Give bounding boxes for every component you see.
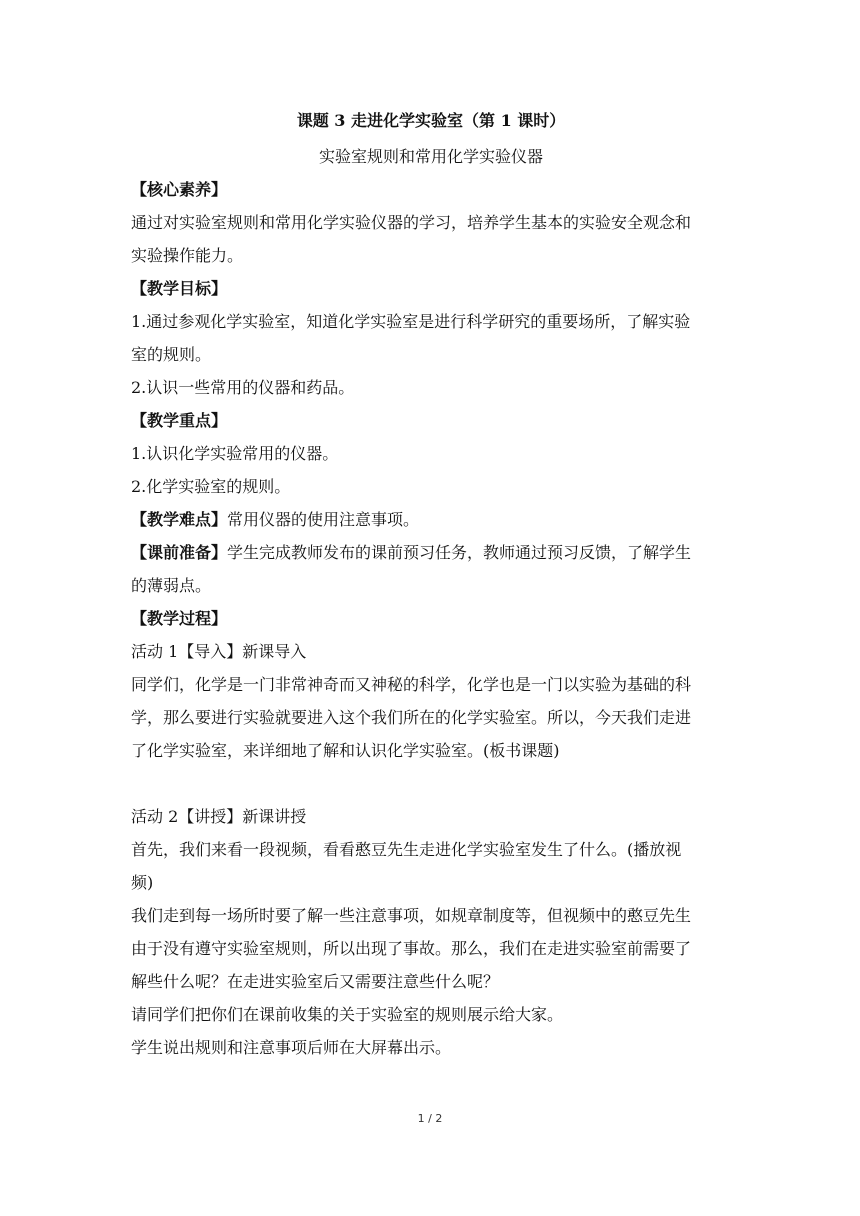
activity1-title: 活动 1【导入】新课导入 xyxy=(131,642,307,661)
key-point-line: 2.化学实验室的规则。 xyxy=(131,477,291,496)
activity2-line: 学生说出规则和注意事项后师在大屏幕出示。 xyxy=(131,1038,452,1057)
activity2-line: 首先，我们来看一段视频，看看憨豆先生走进化学实验室发生了什么。(播放视 xyxy=(131,840,682,859)
lesson-title: 课题 3 走进化学实验室（第 1 课时） xyxy=(296,111,566,130)
activity2-line: 我们走到每一场所时要了解一些注意事项，如规章制度等，但视频中的憨豆先生 xyxy=(131,906,692,925)
core-literacy-heading: 【核心素养】 xyxy=(131,180,228,199)
preparation-label: 【课前准备】 xyxy=(131,543,228,562)
document-body xyxy=(131,106,731,1064)
core-literacy-line: 通过对实验室规则和常用化学实验仪器的学习，培养学生基本的实验安全观念和 xyxy=(131,213,692,232)
activity2-line: 解些什么呢？在走进实验室后又需要注意些什么呢？ xyxy=(131,972,500,991)
lesson-subtitle: 实验室规则和常用化学实验仪器 xyxy=(318,147,543,166)
preparation-text: 学生完成教师发布的课前预习任务，教师通过预习反馈，了解学生 xyxy=(227,543,692,562)
teaching-process-heading: 【教学过程】 xyxy=(131,609,228,628)
teaching-goal-line: 2.认识一些常用的仪器和药品。 xyxy=(131,378,355,397)
activity1-line: 同学们，化学是一门非常神奇而又神秘的科学，化学也是一门以实验为基础的科 xyxy=(131,675,692,694)
activity2-line: 频) xyxy=(131,873,154,892)
activity1-line: 了化学实验室，来详细地了解和认识化学实验室。(板书课题) xyxy=(131,741,560,760)
activity2-line: 由于没有遵守实验室规则，所以出现了事故。那么，我们在走进实验室前需要了 xyxy=(131,939,692,958)
key-point-line: 1.认识化学实验常用的仪器。 xyxy=(131,444,339,463)
activity1-line: 学，那么要进行实验就要进入这个我们所在的化学实验室。所以，今天我们走进 xyxy=(131,708,692,727)
teaching-goals-heading: 【教学目标】 xyxy=(131,279,228,298)
difficulty-label: 【教学难点】 xyxy=(131,510,228,529)
blank-line xyxy=(131,767,731,800)
activity2-title: 活动 2【讲授】新课讲授 xyxy=(131,807,307,826)
preparation-text-cont: 的薄弱点。 xyxy=(131,576,212,595)
activity2-line: 请同学们把你们在课前收集的关于实验室的规则展示给大家。 xyxy=(131,1005,564,1024)
preparation-paragraph xyxy=(131,536,731,569)
core-literacy-line: 实验操作能力。 xyxy=(131,246,244,265)
page-number: 1 / 2 xyxy=(417,1112,443,1125)
teaching-goal-line: 室的规则。 xyxy=(131,345,212,364)
difficulty-paragraph xyxy=(131,503,731,536)
key-points-heading: 【教学重点】 xyxy=(131,411,228,430)
difficulty-text: 常用仪器的使用注意事项。 xyxy=(227,510,420,529)
teaching-goal-line: 1.通过参观化学实验室，知道化学实验室是进行科学研究的重要场所，了解实验 xyxy=(131,312,691,331)
